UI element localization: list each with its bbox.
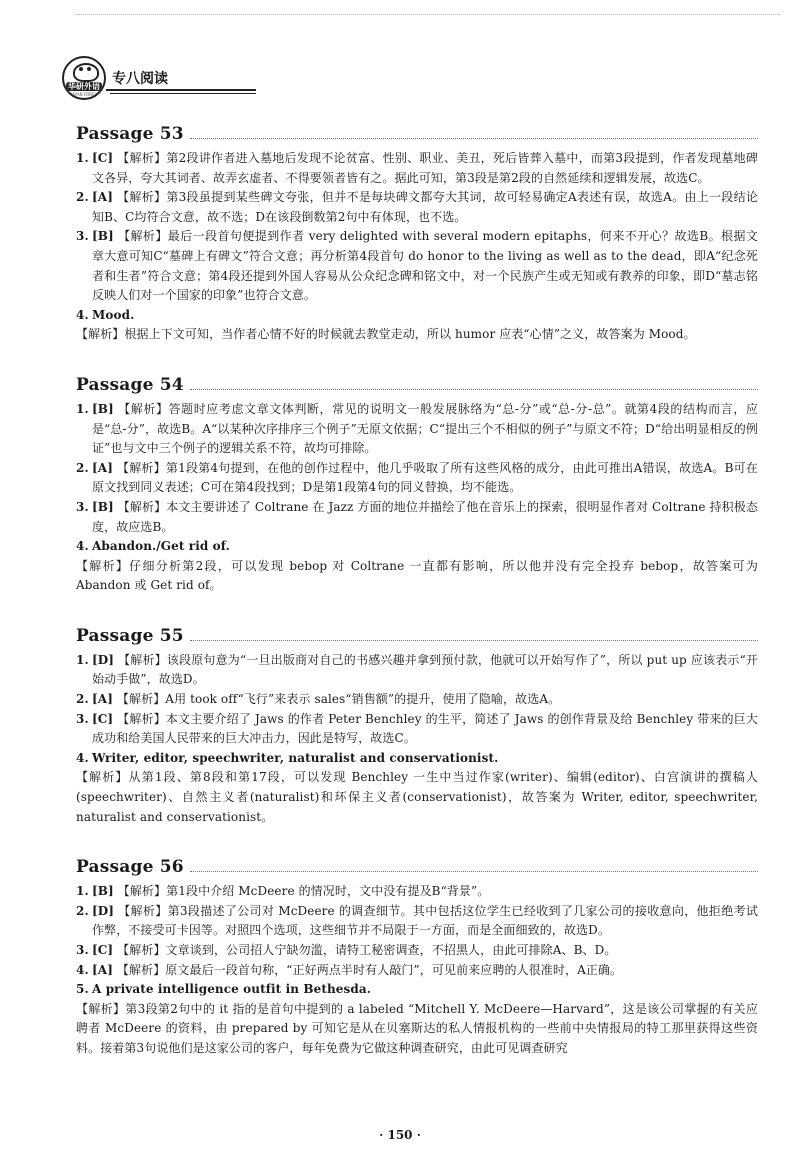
passage-title: Passage 54 xyxy=(76,374,184,395)
dotted-leader xyxy=(190,640,758,641)
question-number: 4. xyxy=(76,539,89,554)
passage-section xyxy=(76,620,758,827)
question-number: 4. xyxy=(76,750,89,765)
answer-option: [C] xyxy=(92,711,114,726)
passage-heading xyxy=(76,620,758,646)
question-item xyxy=(76,749,758,769)
question-item xyxy=(76,651,758,690)
analysis-text: A用 took off“飞行”来表示 sales“销售额”的提升，使用了隐喻，故选A。 xyxy=(165,692,561,707)
answer-option: [B] xyxy=(92,229,114,244)
explanation-paragraph: 【解析】仔细分析第2段，可以发现 bebop 对 Coltrane 一直都有影响，所以他并没有完全投弃 bebop，故答案可为 Abandon 或 Get rid of。 xyxy=(76,558,758,593)
dotted-leader xyxy=(190,871,758,872)
page-number: · 150 · xyxy=(379,1128,421,1142)
answer-option: [A] xyxy=(92,692,113,707)
question-item xyxy=(76,227,758,305)
question-item xyxy=(76,941,758,961)
question-number: 1. xyxy=(76,151,89,165)
analysis-tag: 【解析】 xyxy=(117,151,167,165)
answer-content xyxy=(76,118,758,1083)
analysis-tag: 【解析】 xyxy=(117,943,166,957)
question-number: 4. xyxy=(76,962,89,977)
passage-title: Passage 56 xyxy=(76,857,184,878)
question-number: 3. xyxy=(76,711,89,726)
passage-heading xyxy=(76,851,758,877)
analysis-text: 本文主要介绍了 Jaws 的作者 Peter Benchley 的生平，简述了 Jaws 的创作背景及给 Benchley 带来的巨大成功和给美国人民带来的巨大冲击力，因此是特写，故选C。 xyxy=(92,711,758,746)
answer-option: [A] xyxy=(92,460,113,475)
question-item xyxy=(76,690,758,710)
analysis-text: 原文最后一段首句称，“正好两点半时有人敲门”，可见前来应聘的人很准时，A正确。 xyxy=(165,962,623,977)
analysis-text: 答题时应考虑文章文体判断，常见的说明文一般发展脉络为“总-分”或“总-分-总”。就第4段的结构而言，应是“总-分”，故选B。A“以某种次序排序三个例子”无原文依据；C“提出三个不相似的例子”与原文不符；D“给出明显相反的例证”也与文中三个例子的逻辑关系不符，故均可排除。 xyxy=(92,401,758,456)
answer-text: Mood. xyxy=(92,307,135,322)
explanation-paragraph: 【解析】第3段第2句中的 it 指的是首句中提到的 a labeled “Mitchell Y. McDeere—Harvard”，这是该公司掌握的有关应聘者 McDeere 的资料，由 prepared by 可知它是从在贝塞斯达的私人情报机构的一些前中央情报局的特工那里获得这些资料。接着第3句说他们是这家公司的客户，每年免费为它做这种调查研究，由此可见调查研究 xyxy=(76,1001,758,1055)
dotted-leader xyxy=(190,138,758,139)
question-item xyxy=(76,149,758,188)
question-item xyxy=(76,710,758,749)
question-item xyxy=(76,537,758,557)
analysis-tag: 【解析】 xyxy=(118,903,168,918)
question-item xyxy=(76,961,758,981)
answer-option: [C] xyxy=(92,151,114,165)
analysis-text: 第1段中介绍 McDeere 的情况时，文中没有提及B“背景”。 xyxy=(166,884,490,899)
answer-option: [B] xyxy=(92,499,114,514)
question-item xyxy=(76,459,758,498)
answer-option: [C] xyxy=(92,943,114,957)
question-number: 3. xyxy=(76,499,89,514)
question-number: 2. xyxy=(76,903,89,918)
question-item xyxy=(76,400,758,459)
top-border xyxy=(76,14,780,15)
question-number: 1. xyxy=(76,884,89,899)
logo-text: 华研外语 xyxy=(68,82,100,91)
analysis-text: 第3段虽提到某些碑文夸张，但并不是每块碑文都夸大其词，故可轻易确定A表述有误，故选A。由上一段结论知B、C均符合文意，故不选；D在该段倒数第2句中有体现，也不选。 xyxy=(92,190,758,224)
question-item xyxy=(76,902,758,941)
passage-heading xyxy=(76,369,758,395)
section-title: 专八阅读 xyxy=(112,71,168,87)
analysis-text: 第1段第4句提到，在他的创作过程中，他几乎吸取了所有这些风格的成分，由此可推出A错误，故选A。B可在原文找到同义表述；C可在第4段找到；D是第1段第4句的同义替换，均不能选。 xyxy=(92,460,758,495)
answer-option: [D] xyxy=(92,652,115,667)
answer-text: Abandon./Get rid of. xyxy=(92,539,230,554)
question-item xyxy=(76,498,758,537)
answer-option: [A] xyxy=(92,190,113,205)
analysis-tag: 【解析】 xyxy=(116,692,166,707)
page-header xyxy=(58,56,758,100)
question-number: 2. xyxy=(76,460,89,475)
analysis-text: 该段原句意为“一旦出版商对自己的书感兴趣并拿到预付款，他就可以开始写作了”，所以 put up 应该表示“开始动手做”，故选D。 xyxy=(92,652,758,687)
question-item xyxy=(76,306,758,326)
analysis-tag: 【解析】 xyxy=(118,229,168,244)
passage-heading xyxy=(76,118,758,144)
answer-option: [A] xyxy=(92,962,113,977)
answer-text: Writer, editor, speechwriter, naturalist and conservationist. xyxy=(92,750,499,765)
header-rule xyxy=(106,89,256,91)
passage-section xyxy=(76,369,758,596)
analysis-tag: 【解析】 xyxy=(117,884,167,899)
question-number: 2. xyxy=(76,190,89,205)
analysis-tag: 【解析】 xyxy=(118,652,167,667)
question-item xyxy=(76,980,758,1000)
publisher-logo xyxy=(62,56,106,100)
answer-option: [D] xyxy=(92,903,115,918)
question-number: 2. xyxy=(76,692,89,707)
question-number: 3. xyxy=(76,229,89,244)
analysis-text: 最后一段首句便提到作者 very delighted with several modern epitaphs，何来不开心？故选B。根据文章大意可知C“墓碑上有碑文”符合文意；再分析第4段首句 do honor to the living as well as to the dead，即A“纪念死者和生者”符合文意；第4段还提到外国人容易从公众纪念碑和铭文中，对一个民族产生或无知或有教养的印象，即D“墓志铭反映人们对一个国家的印象”也符合文意。 xyxy=(92,229,758,303)
analysis-text: 第3段描述了公司对 McDeere 的调查细节。其中包括这位学生已经收到了几家公司的接收意向，他拒绝考试作弊，不接受可卡因等。对照四个选项，这些细节并不局限于一方面，而是全面细致的，故选D。 xyxy=(92,903,758,938)
answer-option: [B] xyxy=(92,401,114,416)
answer-text: A private intelligence outfit in Bethesda. xyxy=(92,982,372,997)
question-number: 3. xyxy=(76,943,89,957)
answer-option: [B] xyxy=(92,884,114,899)
question-number: 4. xyxy=(76,307,89,322)
question-number: 1. xyxy=(76,401,89,416)
passage-title: Passage 53 xyxy=(76,124,184,144)
analysis-tag: 【解析】 xyxy=(117,460,166,475)
analysis-tag: 【解析】 xyxy=(116,962,166,977)
passage-title: Passage 55 xyxy=(76,625,184,646)
question-number: 5. xyxy=(76,982,89,997)
explanation-paragraph: 【解析】从第1段、第8段和第17段，可以发现 Benchley 一生中当过作家(writer)、编辑(editor)、白宫演讲的撰稿人(speechwriter)、自然主义者(naturalist)和环保主义者(conservationist)，故答案为 Writer, editor, speechwriter, naturalist and conservationist。 xyxy=(76,770,758,824)
analysis-text: 文章谈到，公司招人宁缺勿滥，请特工秘密调查，不招黑人，由此可排除A、B、D。 xyxy=(165,943,617,957)
analysis-tag: 【解析】 xyxy=(117,190,167,205)
dotted-leader xyxy=(190,389,758,390)
explanation-paragraph: 【解析】根据上下文可知，当作者心情不好的时候就去教堂走动，所以 humor 应表“心情”之义，故答案为 Mood。 xyxy=(76,327,696,342)
logo-subtext: HUAYAN FOREIGN LANGUAGES xyxy=(66,92,102,100)
question-item xyxy=(76,882,758,902)
passage-section xyxy=(76,851,758,1058)
analysis-text: 本文主要讲述了 Coltrane 在 Jazz 方面的地位并描绘了他在音乐上的探索，很明显作者对 Coltrane 持积极态度，故应选B。 xyxy=(92,499,758,534)
passage-section xyxy=(76,118,758,345)
question-number: 1. xyxy=(76,652,89,667)
analysis-tag: 【解析】 xyxy=(117,499,167,514)
frog-icon xyxy=(73,63,99,82)
analysis-tag: 【解析】 xyxy=(117,711,166,726)
analysis-text: 第2段讲作者进入墓地后发现不论贫富、性别、职业、美丑，死后皆葬入墓中，而第3段提到，作者发现墓地碑文各异，夸大其词者、故弄玄虚者、不得要领者皆有之。据此可知，第3段是第2段的自然延续和逻辑发展，故选C。 xyxy=(92,151,758,185)
analysis-tag: 【解析】 xyxy=(118,401,169,416)
question-item xyxy=(76,188,758,227)
